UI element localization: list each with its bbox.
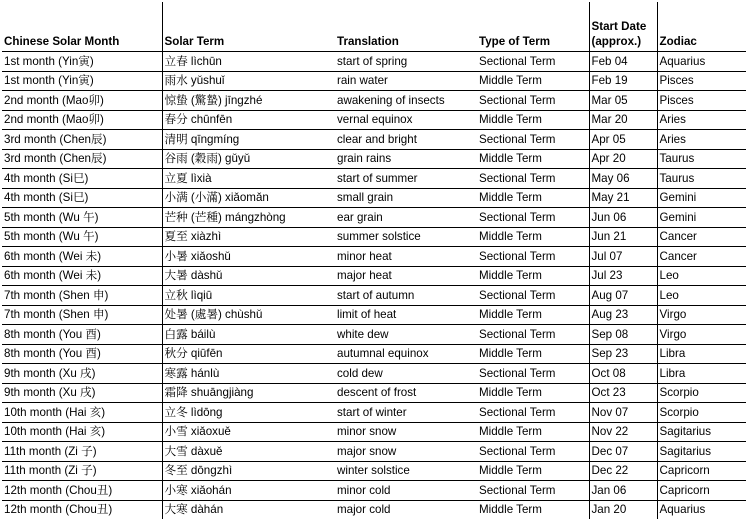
- table-row: [2, 227, 746, 247]
- cell-start-date: Feb 04: [589, 52, 657, 72]
- table-body: [2, 52, 746, 519]
- cell-solar-term: 冬至 dōngzhì: [162, 461, 335, 481]
- table-row: [2, 305, 746, 325]
- table-row: [2, 52, 746, 72]
- cell-start-date: Sep 23: [589, 344, 657, 364]
- cell-translation: cold dew: [335, 364, 477, 384]
- cell-start-date: Nov 07: [589, 403, 657, 423]
- cell-start-date: Feb 19: [589, 71, 657, 91]
- cell-month: 10th month (Hai 亥): [2, 422, 162, 442]
- cell-zodiac: Aries: [657, 130, 746, 150]
- cell-solar-term: 大暑 dàshǔ: [162, 266, 335, 286]
- cell-solar-term: 立秋 lìqiū: [162, 286, 335, 306]
- cell-solar-term: 雨水 yǔshuǐ: [162, 71, 335, 91]
- cell-start-date: May 06: [589, 169, 657, 189]
- cell-translation: minor heat: [335, 247, 477, 267]
- cell-solar-term: 小满 (小滿) xiǎomǎn: [162, 188, 335, 208]
- cell-zodiac: Taurus: [657, 169, 746, 189]
- table-row: [2, 71, 746, 91]
- cell-zodiac: Pisces: [657, 91, 746, 111]
- header-zodiac: Zodiac: [657, 2, 746, 52]
- cell-zodiac: Virgo: [657, 325, 746, 345]
- solar-terms-table: [2, 2, 746, 519]
- cell-type: Sectional Term: [477, 169, 589, 189]
- header-type: Type of Term: [477, 2, 589, 52]
- cell-type: Middle Term: [477, 149, 589, 169]
- cell-type: Sectional Term: [477, 325, 589, 345]
- header-translation: Translation: [335, 2, 477, 52]
- cell-start-date: Jul 23: [589, 266, 657, 286]
- cell-zodiac: Scorpio: [657, 383, 746, 403]
- header-start-date-line2: (approx.): [592, 35, 642, 48]
- cell-type: Middle Term: [477, 500, 589, 519]
- cell-month: 11th month (Zi 子): [2, 442, 162, 462]
- cell-translation: major snow: [335, 442, 477, 462]
- cell-type: Sectional Term: [477, 442, 589, 462]
- cell-type: Middle Term: [477, 188, 589, 208]
- cell-type: Sectional Term: [477, 364, 589, 384]
- cell-translation: start of spring: [335, 52, 477, 72]
- cell-month: 9th month (Xu 戌): [2, 383, 162, 403]
- cell-type: Sectional Term: [477, 247, 589, 267]
- cell-solar-term: 寒露 hánlù: [162, 364, 335, 384]
- cell-zodiac: Gemini: [657, 188, 746, 208]
- header-start-date: [589, 2, 657, 52]
- cell-month: 10th month (Hai 亥): [2, 403, 162, 423]
- cell-solar-term: 立冬 lìdōng: [162, 403, 335, 423]
- cell-start-date: Aug 07: [589, 286, 657, 306]
- cell-translation: start of summer: [335, 169, 477, 189]
- cell-type: Sectional Term: [477, 208, 589, 228]
- table-row: [2, 208, 746, 228]
- table-row: [2, 364, 746, 384]
- table-row: [2, 188, 746, 208]
- cell-translation: rain water: [335, 71, 477, 91]
- cell-type: Sectional Term: [477, 286, 589, 306]
- cell-type: Middle Term: [477, 305, 589, 325]
- cell-type: Middle Term: [477, 227, 589, 247]
- cell-translation: descent of frost: [335, 383, 477, 403]
- table-row: [2, 325, 746, 345]
- table-row: [2, 91, 746, 111]
- cell-month: 2nd month (Mao卯): [2, 91, 162, 111]
- cell-zodiac: Libra: [657, 344, 746, 364]
- table-row: [2, 266, 746, 286]
- cell-solar-term: 谷雨 (穀雨) gǔyǔ: [162, 149, 335, 169]
- cell-translation: vernal equinox: [335, 110, 477, 130]
- cell-solar-term: 白露 báilù: [162, 325, 335, 345]
- cell-month: 11th month (Zi 子): [2, 461, 162, 481]
- cell-solar-term: 霜降 shuāngjiàng: [162, 383, 335, 403]
- table-row: [2, 169, 746, 189]
- cell-month: 7th month (Shen 申): [2, 286, 162, 306]
- cell-solar-term: 立夏 lìxià: [162, 169, 335, 189]
- cell-zodiac: Scorpio: [657, 403, 746, 423]
- cell-type: Sectional Term: [477, 91, 589, 111]
- cell-translation: summer solstice: [335, 227, 477, 247]
- cell-translation: minor snow: [335, 422, 477, 442]
- cell-zodiac: Cancer: [657, 227, 746, 247]
- cell-start-date: Dec 22: [589, 461, 657, 481]
- cell-solar-term: 立春 lìchūn: [162, 52, 335, 72]
- cell-start-date: Mar 05: [589, 91, 657, 111]
- table-row: [2, 461, 746, 481]
- cell-start-date: Aug 23: [589, 305, 657, 325]
- cell-month: 6th month (Wei 未): [2, 247, 162, 267]
- cell-translation: start of autumn: [335, 286, 477, 306]
- cell-month: 9th month (Xu 戌): [2, 364, 162, 384]
- cell-translation: small grain: [335, 188, 477, 208]
- cell-month: 3rd month (Chen辰): [2, 149, 162, 169]
- cell-month: 4th month (Si巳): [2, 169, 162, 189]
- cell-start-date: Jul 07: [589, 247, 657, 267]
- solar-terms-table-container: [2, 2, 746, 519]
- cell-solar-term: 小雪 xiǎoxuě: [162, 422, 335, 442]
- cell-start-date: Apr 05: [589, 130, 657, 150]
- cell-type: Middle Term: [477, 344, 589, 364]
- table-row: [2, 286, 746, 306]
- cell-month: 6th month (Wei 未): [2, 266, 162, 286]
- cell-solar-term: 大雪 dàxuě: [162, 442, 335, 462]
- table-row: [2, 403, 746, 423]
- cell-translation: major cold: [335, 500, 477, 519]
- cell-type: Sectional Term: [477, 130, 589, 150]
- cell-month: 7th month (Shen 申): [2, 305, 162, 325]
- cell-translation: clear and bright: [335, 130, 477, 150]
- cell-solar-term: 惊蛰 (驚蟄) jīngzhé: [162, 91, 335, 111]
- cell-zodiac: Virgo: [657, 305, 746, 325]
- cell-solar-term: 清明 qīngmíng: [162, 130, 335, 150]
- cell-zodiac: Cancer: [657, 247, 746, 267]
- cell-start-date: Nov 22: [589, 422, 657, 442]
- cell-type: Sectional Term: [477, 403, 589, 423]
- cell-solar-term: 春分 chūnfēn: [162, 110, 335, 130]
- cell-zodiac: Libra: [657, 364, 746, 384]
- cell-zodiac: Aquarius: [657, 52, 746, 72]
- cell-month: 5th month (Wu 午): [2, 208, 162, 228]
- cell-zodiac: Aquarius: [657, 500, 746, 519]
- cell-start-date: Oct 08: [589, 364, 657, 384]
- cell-translation: winter solstice: [335, 461, 477, 481]
- cell-start-date: Jun 06: [589, 208, 657, 228]
- cell-translation: autumnal equinox: [335, 344, 477, 364]
- cell-solar-term: 夏至 xiàzhì: [162, 227, 335, 247]
- cell-type: Sectional Term: [477, 52, 589, 72]
- cell-type: Middle Term: [477, 383, 589, 403]
- cell-zodiac: Leo: [657, 266, 746, 286]
- cell-zodiac: Capricorn: [657, 461, 746, 481]
- cell-month: 3rd month (Chen辰): [2, 130, 162, 150]
- cell-start-date: Jan 06: [589, 481, 657, 501]
- cell-translation: ear grain: [335, 208, 477, 228]
- table-row: [2, 247, 746, 267]
- cell-type: Middle Term: [477, 422, 589, 442]
- header-month: Chinese Solar Month: [2, 2, 162, 52]
- cell-translation: limit of heat: [335, 305, 477, 325]
- table-row: [2, 481, 746, 501]
- cell-month: 2nd month (Mao卯): [2, 110, 162, 130]
- table-row: [2, 422, 746, 442]
- cell-type: Sectional Term: [477, 481, 589, 501]
- cell-zodiac: Capricorn: [657, 481, 746, 501]
- cell-solar-term: 芒种 (芒種) mángzhòng: [162, 208, 335, 228]
- table-row: [2, 442, 746, 462]
- cell-zodiac: Taurus: [657, 149, 746, 169]
- cell-solar-term: 大寒 dàhán: [162, 500, 335, 519]
- cell-type: Middle Term: [477, 461, 589, 481]
- cell-month: 8th month (You 酉): [2, 325, 162, 345]
- cell-zodiac: Gemini: [657, 208, 746, 228]
- cell-translation: minor cold: [335, 481, 477, 501]
- cell-translation: white dew: [335, 325, 477, 345]
- cell-zodiac: Leo: [657, 286, 746, 306]
- cell-solar-term: 小寒 xiǎohán: [162, 481, 335, 501]
- cell-zodiac: Pisces: [657, 71, 746, 91]
- cell-month: 5th month (Wu 午): [2, 227, 162, 247]
- table-row: [2, 344, 746, 364]
- table-row: [2, 383, 746, 403]
- cell-month: 8th month (You 酉): [2, 344, 162, 364]
- cell-solar-term: 处暑 (處暑) chùshǔ: [162, 305, 335, 325]
- table-row: [2, 149, 746, 169]
- cell-start-date: Dec 07: [589, 442, 657, 462]
- cell-start-date: Sep 08: [589, 325, 657, 345]
- cell-translation: major heat: [335, 266, 477, 286]
- table-row: [2, 130, 746, 150]
- cell-translation: grain rains: [335, 149, 477, 169]
- cell-month: 12th month (Chou丑): [2, 500, 162, 519]
- cell-start-date: Apr 20: [589, 149, 657, 169]
- cell-translation: start of winter: [335, 403, 477, 423]
- cell-start-date: May 21: [589, 188, 657, 208]
- header-solar-term: Solar Term: [162, 2, 335, 52]
- cell-type: Middle Term: [477, 110, 589, 130]
- cell-start-date: Oct 23: [589, 383, 657, 403]
- cell-zodiac: Sagitarius: [657, 422, 746, 442]
- cell-zodiac: Aries: [657, 110, 746, 130]
- cell-start-date: Jan 20: [589, 500, 657, 519]
- header-start-date-line1: Start Date: [592, 20, 647, 33]
- cell-type: Middle Term: [477, 71, 589, 91]
- cell-type: Middle Term: [477, 266, 589, 286]
- cell-start-date: Jun 21: [589, 227, 657, 247]
- cell-translation: awakening of insects: [335, 91, 477, 111]
- cell-start-date: Mar 20: [589, 110, 657, 130]
- cell-month: 4th month (Si巳): [2, 188, 162, 208]
- table-row: [2, 110, 746, 130]
- cell-month: 12th month (Chou丑): [2, 481, 162, 501]
- cell-month: 1st month (Yin寅): [2, 52, 162, 72]
- header-row: [2, 2, 746, 52]
- cell-zodiac: Sagitarius: [657, 442, 746, 462]
- cell-month: 1st month (Yin寅): [2, 71, 162, 91]
- cell-solar-term: 小暑 xiǎoshǔ: [162, 247, 335, 267]
- cell-solar-term: 秋分 qiūfēn: [162, 344, 335, 364]
